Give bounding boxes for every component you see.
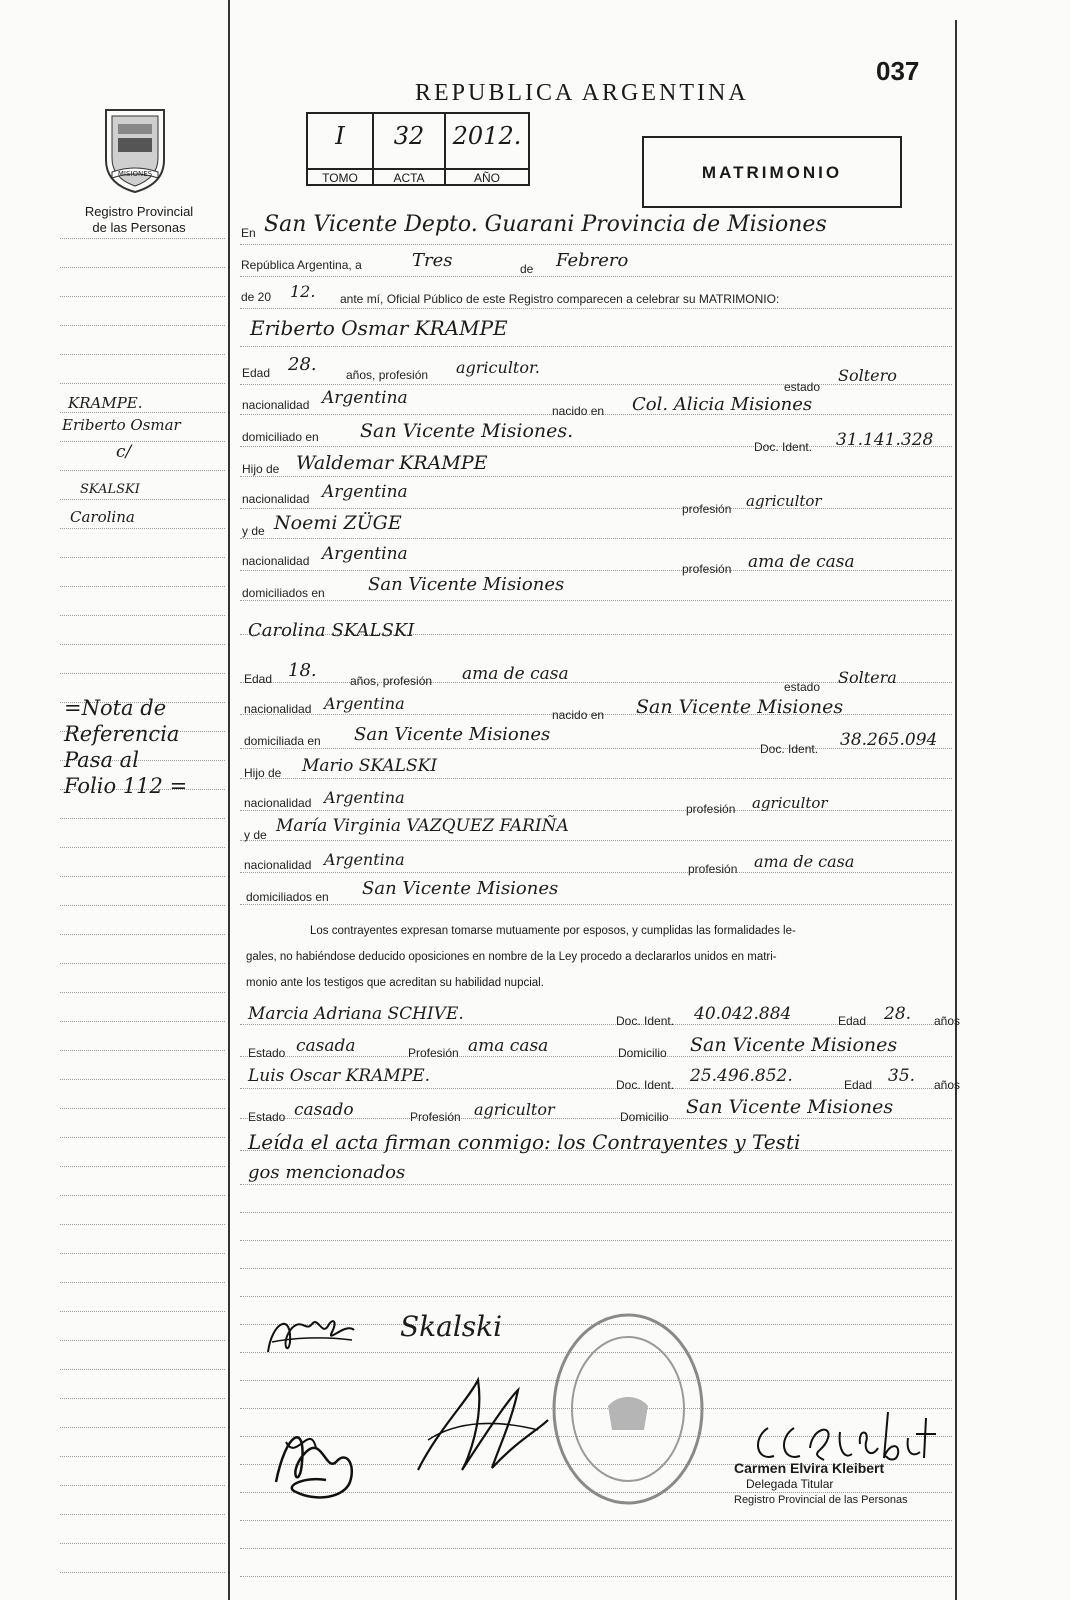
groom-father-profession: agricultor: [746, 492, 822, 510]
form-ruled-line: [240, 1056, 952, 1057]
margin-ruled-line: [60, 1021, 225, 1022]
groom-mother-nat-label: nacionalidad: [242, 554, 310, 568]
witness1-civil-status: casada: [296, 1036, 356, 1056]
groom-doc-label: Doc. Ident.: [754, 440, 813, 454]
margin-ruled-line: [60, 267, 225, 268]
margin-ruled-line: [60, 992, 225, 993]
witness2-age: 35.: [888, 1066, 916, 1086]
margin-note-line-4: Folio 112 =: [64, 774, 188, 798]
right-border: [955, 20, 957, 1600]
margin-ruled-line: [60, 499, 225, 500]
witness1-estado-label: Estado: [248, 1046, 286, 1060]
closing-line-2: gos mencionados: [248, 1162, 406, 1183]
groom-birthplace: Col. Alicia Misiones: [632, 394, 813, 415]
groom-nat-label: nacionalidad: [242, 398, 310, 412]
closing-line-1: Leída el acta firman conmigo: los Contrayentes y Testi: [248, 1130, 801, 1154]
groom-nacido-label: nacido en: [552, 404, 605, 418]
groom-mother-nationality: Argentina: [322, 544, 408, 564]
form-ruled-line: [240, 904, 952, 905]
act-type-box: MATRIMONIO: [642, 136, 902, 208]
margin-ruled-line: [60, 905, 225, 906]
form-ruled-line: [240, 538, 952, 539]
en-label: En: [241, 226, 256, 240]
form-ruled-line: [240, 1548, 952, 1549]
official-stamp-icon: [548, 1310, 708, 1508]
witness1-signature-icon: [266, 1402, 376, 1512]
bride-civil-status: Soltera: [838, 668, 897, 687]
form-ruled-line: [240, 1296, 952, 1297]
margin-ruled-line: [60, 934, 225, 935]
bride-mother-prof-label: profesión: [688, 862, 738, 876]
page-number: 037: [876, 56, 920, 86]
witness2-civil-status: casado: [294, 1100, 354, 1120]
bride-nat-label: nacionalidad: [244, 702, 312, 716]
form-ruled-line: [240, 346, 952, 347]
witness2-prof-label: Profesión: [410, 1110, 461, 1124]
witness1-anios-label: años: [934, 1014, 961, 1028]
form-ruled-line: [240, 1184, 952, 1185]
groom-doc-number: 31.141.328: [836, 430, 934, 450]
groom-father: Waldemar KRAMPE: [296, 452, 488, 474]
margin-ruled-line: [60, 528, 225, 529]
margin-ruled-line: [60, 238, 225, 239]
bride-father-profession: agricultor: [752, 794, 828, 812]
bride-hijo-label: Hijo de: [244, 766, 282, 780]
bride-mother-profession: ama de casa: [754, 852, 855, 871]
groom-dom-label: domiciliado en: [242, 430, 319, 444]
margin-groom-names: Eriberto Osmar: [62, 416, 181, 434]
form-ruled-line: [240, 1520, 952, 1521]
bride-mother-nat-label: nacionalidad: [244, 858, 312, 872]
groom-nationality: Argentina: [322, 388, 408, 408]
groom-profession: agricultor.: [456, 358, 540, 377]
province-seal-icon: [98, 104, 172, 194]
margin-note-line-3: Pasa al: [64, 748, 139, 772]
acta-label: ACTA: [374, 168, 446, 186]
margin-ruled-line: [60, 1166, 225, 1167]
groom-father-nat-label: nacionalidad: [242, 492, 310, 506]
margin-ruled-line: [60, 847, 225, 848]
margin-ruled-line: [60, 644, 225, 645]
form-ruled-line: [240, 1268, 952, 1269]
margin-ruled-line: [60, 325, 225, 326]
margin-note-line-2: Referencia: [64, 722, 180, 746]
margin-ruled-line: [60, 1137, 225, 1138]
witness2-estado-label: Estado: [248, 1110, 286, 1124]
form-ruled-line: [240, 276, 952, 277]
margin-divider: [228, 0, 230, 1600]
witness2-profession: agricultor: [474, 1100, 555, 1119]
witness2-anios-label: años: [934, 1078, 961, 1092]
margin-ruled-line: [60, 876, 225, 877]
margin-ruled-line: [60, 586, 225, 587]
witness1-doc-number: 40.042.884: [694, 1004, 792, 1024]
groom-father-prof-label: profesión: [682, 502, 732, 516]
form-ruled-line: [240, 810, 952, 811]
official-name: Carmen Elvira Kleibert: [734, 1460, 885, 1476]
form-ruled-line: [240, 308, 952, 309]
bride-doc-number: 38.265.094: [840, 730, 938, 750]
registry-line-2: de las Personas: [92, 220, 186, 235]
witness1-name: Marcia Adriana SCHIVE.: [248, 1004, 464, 1024]
margin-ruled-line: [60, 673, 225, 674]
margin-ruled-line: [60, 1108, 225, 1109]
tomo-value: I: [335, 122, 345, 150]
republica-label: República Argentina, a: [241, 258, 362, 272]
margin-bride-surname: SKALSKI: [80, 482, 140, 497]
tomo-cell: [308, 114, 374, 168]
bride-full-name: Carolina SKALSKI: [248, 620, 415, 641]
ceremony-month: Febrero: [556, 250, 629, 271]
groom-parents-dom-label: domiciliados en: [242, 586, 325, 600]
year-suffix: 12.: [290, 282, 316, 301]
bride-father-prof-label: profesión: [686, 802, 736, 816]
witness1-doc-label: Doc. Ident.: [616, 1014, 675, 1028]
form-ruled-line: [240, 1576, 952, 1577]
official-block: [734, 1460, 908, 1508]
margin-ruled-line: [60, 1369, 225, 1370]
bride-domicile: San Vicente Misiones: [354, 724, 551, 745]
registry-line-1: Registro Provincial: [84, 204, 194, 219]
bride-parents-dom-label: domiciliados en: [246, 890, 329, 904]
anio-value: 2012.: [452, 122, 522, 150]
form-ruled-line: [240, 600, 952, 601]
acta-cell: [374, 114, 446, 168]
witness1-profession: ama casa: [468, 1036, 549, 1056]
acta-value: 32: [393, 122, 425, 150]
witness2-name: Luis Oscar KRAMPE.: [248, 1066, 431, 1086]
bride-nationality: Argentina: [324, 694, 405, 713]
country-title: REPUBLICA ARGENTINA: [415, 80, 749, 106]
form-ruled-line: [240, 1212, 952, 1213]
margin-ruled-line: [60, 1427, 225, 1428]
official-signature-icon: [748, 1408, 938, 1468]
margin-ruled-line: [60, 1050, 225, 1051]
official-office: Registro Provincial de las Personas: [734, 1494, 908, 1506]
margin-ruled-line: [60, 818, 225, 819]
form-ruled-line: [240, 508, 952, 509]
margin-ruled-line: [60, 1079, 225, 1080]
groom-father-nationality: Argentina: [322, 482, 408, 502]
margin-ruled-line: [60, 1398, 225, 1399]
groom-anios-label: años, profesión: [346, 368, 429, 382]
form-ruled-line: [240, 840, 952, 841]
anio-label: AÑO: [446, 168, 528, 186]
bride-mother: María Virginia VAZQUEZ FARIÑA: [276, 816, 569, 836]
bride-father-nat-label: nacionalidad: [244, 796, 312, 810]
bride-birthplace: San Vicente Misiones: [636, 696, 844, 718]
intro-statement: ante mí, Oficial Público de este Registro comparecen a celebrar su MATRIMONIO:: [340, 292, 780, 306]
groom-mother: Noemi ZÜGE: [274, 512, 402, 534]
margin-ruled-line: [60, 1253, 225, 1254]
form-ruled-line: [240, 1240, 952, 1241]
groom-parents-domicile: San Vicente Misiones: [368, 574, 565, 595]
margin-ruled-line: [60, 354, 225, 355]
seal-text: MISIONES: [117, 170, 153, 178]
groom-hijo-label: Hijo de: [242, 462, 280, 476]
witness1-age: 28.: [884, 1004, 912, 1024]
bride-father: Mario SKALSKI: [302, 756, 438, 776]
bride-edad-label: Edad: [244, 672, 273, 686]
bride-father-nationality: Argentina: [324, 788, 405, 807]
bride-parents-domicile: San Vicente Misiones: [362, 878, 559, 899]
bride-yde-label: y de: [244, 828, 267, 842]
groom-domicile: San Vicente Misiones.: [360, 420, 574, 442]
margin-ruled-line: [60, 470, 225, 471]
margin-ruled-line: [60, 412, 225, 413]
bride-dom-label: domiciliada en: [244, 734, 321, 748]
ceremony-day: Tres: [412, 250, 453, 271]
margin-ruled-line: [60, 557, 225, 558]
declaration-line-3: monio ante los testigos que acreditan su habilidad nupcial.: [246, 977, 544, 989]
groom-age: 28.: [288, 354, 317, 375]
form-ruled-line: [240, 872, 952, 873]
margin-ruled-line: [60, 1195, 225, 1196]
groom-yde-label: y de: [242, 524, 265, 538]
margin-ruled-line: [60, 963, 225, 964]
groom-full-name: Eriberto Osmar KRAMPE: [250, 316, 508, 340]
bride-nacido-label: nacido en: [552, 708, 605, 722]
bride-estado-label: estado: [784, 680, 821, 694]
bride-signature: Skalski: [400, 1310, 503, 1343]
witness2-dom-label: Domicilio: [620, 1110, 669, 1124]
form-ruled-line: [240, 244, 952, 245]
margin-ruled-line: [60, 383, 225, 384]
witness1-prof-label: Profesión: [408, 1046, 459, 1060]
year-prefix: de 20: [241, 290, 272, 304]
margin-bride-name: Carolina: [70, 508, 135, 526]
margin-ruled-line: [60, 296, 225, 297]
de-label: de: [520, 262, 534, 276]
margin-ruled-line: [60, 441, 225, 442]
margin-ruled-line: [60, 1543, 225, 1544]
groom-mother-prof-label: profesión: [682, 562, 732, 576]
form-ruled-line: [240, 778, 952, 779]
margin-ruled-line: [60, 1340, 225, 1341]
margin-ruled-line: [60, 1514, 225, 1515]
groom-signature-icon: [262, 1302, 362, 1362]
margin-ruled-line: [60, 615, 225, 616]
witness2-edad-label: Edad: [844, 1078, 873, 1092]
witness2-domicile: San Vicente Misiones: [686, 1096, 894, 1118]
witness1-dom-label: Domicilio: [618, 1046, 667, 1060]
anio-cell: [446, 114, 528, 168]
groom-civil-status: Soltero: [838, 366, 897, 385]
witness1-edad-label: Edad: [838, 1014, 867, 1028]
declaration-line-2: gales, no habiéndose deducido oposiciones en nombre de la Ley procedo a declararlos unidos en matri-: [246, 951, 777, 963]
bride-profession: ama de casa: [462, 664, 569, 684]
groom-mother-profession: ama de casa: [748, 552, 855, 572]
witness1-domicile: San Vicente Misiones: [690, 1034, 898, 1056]
ceremony-place: San Vicente Depto. Guarani Provincia de Misiones: [264, 212, 827, 237]
margin-ruled-line: [60, 1572, 225, 1573]
margin-note-line-1: =Nota de: [64, 696, 167, 720]
bride-mother-nationality: Argentina: [324, 850, 405, 869]
margin-ruled-line: [60, 1224, 225, 1225]
margin-ruled-line: [60, 1485, 225, 1486]
margin-groom-surname: KRAMPE.: [68, 394, 143, 412]
margin-ruled-line: [60, 1311, 225, 1312]
witness2-signature-icon: [408, 1360, 558, 1490]
form-ruled-line: [240, 476, 952, 477]
margin-ruled-line: [60, 1282, 225, 1283]
bride-anios-label: años, profesión: [350, 674, 433, 688]
declaration-line-1: Los contrayentes expresan tomarse mutuamente por esposos, y cumplidas las formalidades le-: [310, 925, 796, 937]
record-id-box: [306, 112, 530, 186]
bride-doc-label: Doc. Ident.: [760, 742, 819, 756]
margin-ruled-line: [60, 1456, 225, 1457]
groom-estado-label: estado: [784, 380, 821, 394]
witness2-doc-number: 25.496.852.: [690, 1066, 793, 1086]
bride-age: 18.: [288, 660, 317, 681]
declaration-text: [246, 918, 956, 996]
official-title: Delegada Titular: [746, 1477, 834, 1491]
registry-name: [66, 204, 212, 236]
tomo-label: TOMO: [308, 168, 374, 186]
margin-connector: c/: [116, 442, 132, 462]
groom-edad-label: Edad: [242, 366, 271, 380]
witness2-doc-label: Doc. Ident.: [616, 1078, 675, 1092]
